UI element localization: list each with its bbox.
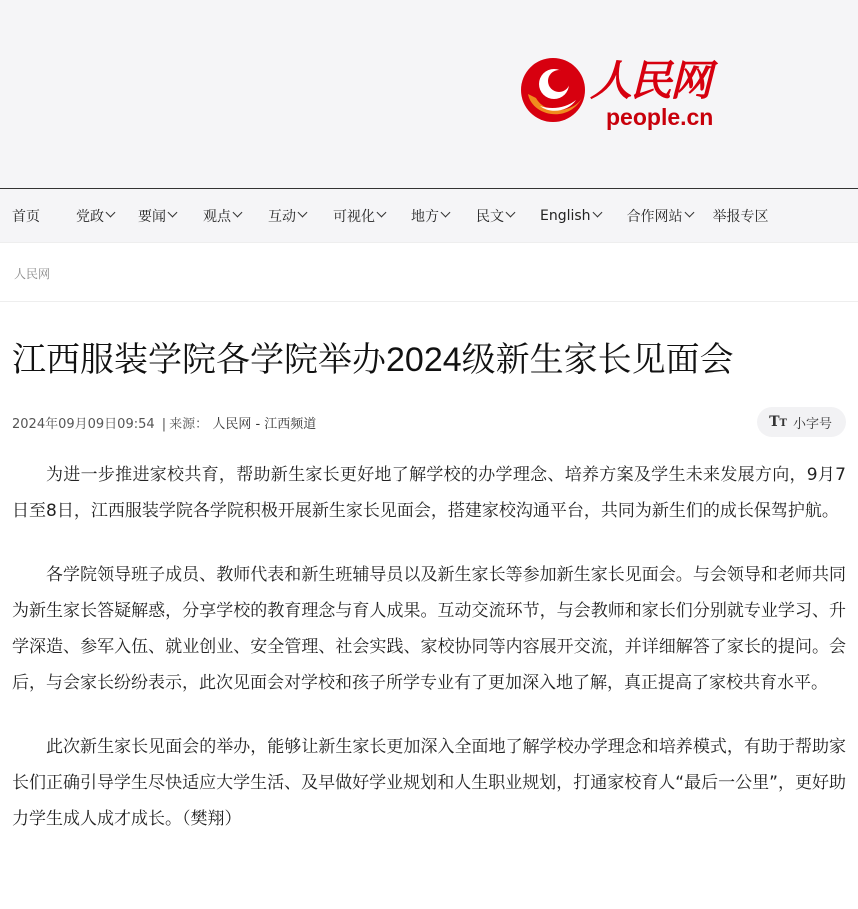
logo-english-text: people.cn bbox=[606, 104, 714, 130]
font-size-label: 小字号 bbox=[792, 416, 832, 432]
article-container bbox=[0, 337, 858, 837]
chevron-down-icon bbox=[684, 208, 694, 218]
nav-item-local[interactable] bbox=[411, 206, 449, 226]
main-nav bbox=[0, 189, 858, 243]
site-header bbox=[0, 0, 858, 189]
chevron-down-icon bbox=[441, 208, 451, 218]
chevron-down-icon bbox=[233, 208, 243, 218]
source-label: 来源： bbox=[169, 416, 209, 432]
chevron-down-icon bbox=[592, 208, 602, 218]
nav-item-report[interactable] bbox=[713, 206, 769, 226]
article-paragraph: 为进一步推进家校共育，帮助新生家长更好地了解学校的办学理念、培养方案及学生未来发展方向，9月7日至8日，江西服装学院各学院积极开展新生家长见面会，搭建家校沟通平台，共同为新生们的成长保驾护航。 bbox=[12, 465, 846, 521]
nav-item-party[interactable] bbox=[76, 206, 114, 226]
nav-item-visual[interactable] bbox=[333, 206, 385, 226]
nav-item-english[interactable] bbox=[540, 208, 601, 224]
nav-item-label: 首页 bbox=[12, 208, 40, 225]
article-title: 江西服装学院各学院举办2024级新生家长见面会 bbox=[12, 341, 734, 379]
article-paragraph: 此次新生家长见面会的举办，能够让新生家长更加深入全面地了解学校办学理念和培养模式，有助于帮助家长们正确引导学生尽快适应大学生活、及早做好学业规划和人生职业规划，打通家校育人“最后一公里”，更好助力学生成人成才成长。（樊翔） bbox=[12, 737, 846, 829]
nav-item-opinion[interactable] bbox=[203, 206, 241, 226]
nav-item-label: 观点 bbox=[203, 208, 231, 225]
nav-item-label: 合作网站 bbox=[626, 208, 683, 225]
source-link[interactable]: 人民网 - 江西频道 bbox=[212, 416, 317, 432]
breadcrumb bbox=[0, 243, 858, 302]
nav-item-news[interactable] bbox=[138, 206, 176, 226]
logo-swirl-icon bbox=[518, 54, 588, 124]
nav-item-label: English bbox=[540, 207, 591, 224]
article-paragraph: 各学院领导班子成员、教师代表和新生班辅导员以及新生家长等参加新生家长见面会。与会领导和老师共同为新生家长答疑解惑，分享学校的教育理念与育人成果。互动交流环节，与会教师和家长们分别就专业学习、升学深造、参军入伍、就业创业、安全管理、社会实践、家校协同等内容展开交流，并详细解答了家长的提问。会后，与会家长纷纷表示，此次见面会对学校和孩子所学专业有了更加深入地了解，真正提高了家校共育水平。 bbox=[12, 565, 846, 693]
nav-item-label: 民文 bbox=[476, 208, 504, 225]
article-meta bbox=[12, 413, 316, 432]
nav-item-label: 党政 bbox=[76, 208, 104, 225]
chevron-down-icon bbox=[298, 208, 308, 218]
font-size-toggle-button[interactable] bbox=[757, 407, 846, 437]
article-datetime: 2024年09月09日09:54 bbox=[12, 416, 155, 432]
nav-item-label: 可视化 bbox=[333, 208, 375, 225]
nav-item-label: 举报专区 bbox=[712, 208, 769, 225]
nav-item-label: 地方 bbox=[411, 208, 439, 225]
logo-chinese-text: 人民网 bbox=[590, 56, 711, 105]
breadcrumb-link-home[interactable]: 人民网 bbox=[14, 267, 51, 281]
article-meta-row bbox=[12, 407, 846, 437]
meta-separator: | bbox=[161, 416, 167, 432]
chevron-down-icon bbox=[168, 208, 178, 218]
article-body bbox=[12, 457, 846, 837]
chevron-down-icon bbox=[506, 208, 516, 218]
nav-item-home[interactable] bbox=[12, 206, 40, 226]
nav-item-minwen[interactable] bbox=[476, 206, 514, 226]
font-size-icon: TT bbox=[769, 414, 787, 430]
nav-item-interact[interactable] bbox=[268, 206, 306, 226]
nav-item-label: 要闻 bbox=[138, 208, 166, 225]
nav-item-label: 互动 bbox=[268, 208, 296, 225]
chevron-down-icon bbox=[106, 208, 116, 218]
chevron-down-icon bbox=[377, 208, 387, 218]
nav-item-partners[interactable] bbox=[627, 206, 693, 226]
people-cn-logo[interactable] bbox=[518, 48, 728, 134]
